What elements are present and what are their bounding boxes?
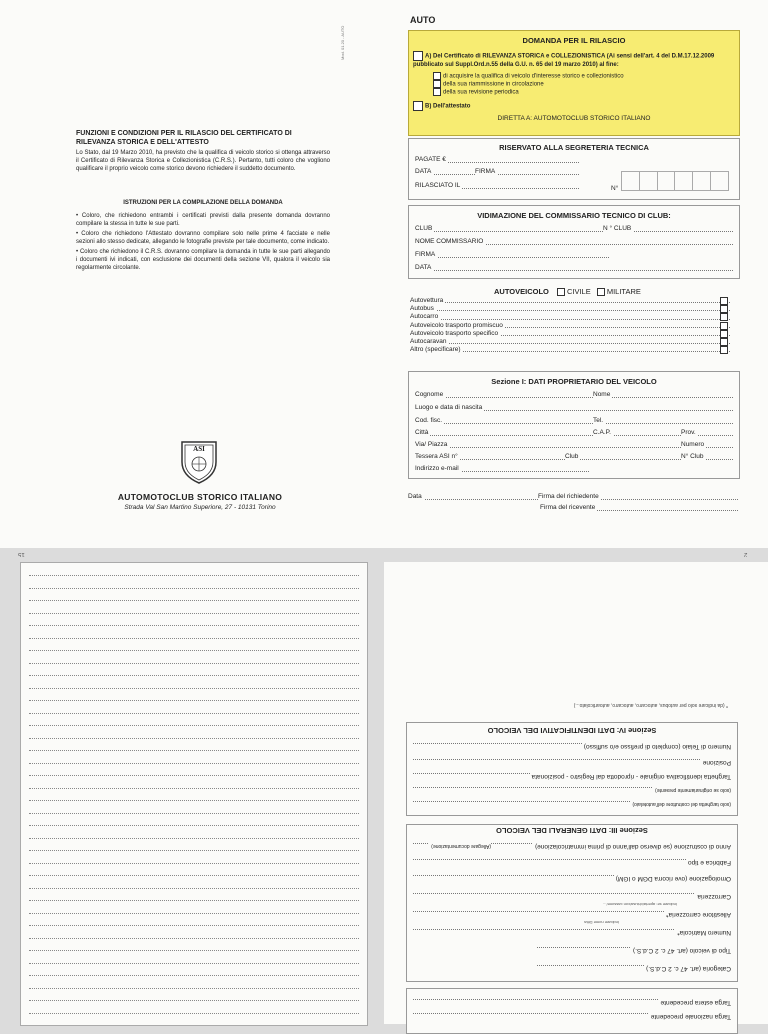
note-line[interactable] (29, 588, 359, 589)
body-row[interactable]: Carrozzeria (413, 891, 731, 901)
vehicle-type-4-checkbox[interactable] (720, 322, 728, 330)
vehicle-type-list (410, 297, 736, 354)
note-line[interactable] (29, 788, 359, 789)
vehicle-type-5[interactable]: Autoveicolo trasporto specifico (410, 330, 730, 338)
note-line[interactable] (29, 675, 359, 676)
homologation-row[interactable]: Omologazione (ove ricorra DGM o IGM) (413, 873, 731, 883)
vehicle-type-row[interactable]: Tipo di veicolo (art. 47 c. 2 C.d.S.) (537, 945, 731, 955)
page-number-left: 15 (18, 551, 25, 557)
tax-code-row[interactable]: Cod. fisc. Tel. (415, 416, 733, 426)
note-line[interactable] (29, 650, 359, 651)
ditta-note: Indicare nome Ditta (584, 920, 619, 925)
sub-option-2-checkbox[interactable] (433, 80, 441, 88)
city-row[interactable]: Città C.A.P. Prov. (415, 428, 733, 438)
notes-page (20, 562, 368, 1026)
note-line[interactable] (29, 625, 359, 626)
note-line[interactable] (29, 825, 359, 826)
number-label: N° (611, 185, 619, 192)
page-number-right: 2 (744, 551, 748, 557)
note-line[interactable] (29, 700, 359, 701)
secretariat-box (408, 138, 740, 200)
sub-option-3[interactable]: della sua revisione periodica (433, 88, 723, 96)
section2-box (406, 988, 738, 1034)
street-row[interactable]: Via/ Piazza Numero (415, 440, 733, 450)
section3-title: Sezione III: DATI GENERALI DEL VEICOLO (496, 826, 648, 835)
option-b-label: B) Dell'attestato (425, 103, 471, 110)
note-line[interactable] (29, 638, 359, 639)
note-line[interactable] (29, 663, 359, 664)
footnote: * (da indicare solo per autobus, autocarro, autocarro, autoarticolato...) (573, 702, 728, 708)
option-b-row (413, 101, 470, 111)
section4-box (406, 722, 738, 816)
id-plate-row[interactable]: Targhetta identificativa originale - riprodotta dal Registro - posizionata (413, 771, 731, 781)
note-line[interactable] (29, 775, 359, 776)
application-box (408, 30, 740, 136)
note-line[interactable] (29, 1013, 359, 1014)
bullet-2: • Coloro che richiedono l'Attestato dovranno compilare solo nelle prime 4 facciate e nelle sezioni allo stesso dedicate, allegando le fotografie previste per tale documento, come indicato. (76, 231, 330, 245)
option-a-checkbox[interactable] (413, 51, 423, 61)
birth-row[interactable]: Luogo e data di nascita (415, 403, 733, 413)
note-line[interactable] (29, 913, 359, 914)
note-line[interactable] (29, 613, 359, 614)
upside-down-page (384, 562, 768, 1024)
note-line[interactable] (29, 963, 359, 964)
payment-row[interactable]: PAGATE € (415, 155, 579, 165)
signature-date-row[interactable]: Data Firma del richiedente (408, 492, 738, 502)
note-line[interactable] (29, 838, 359, 839)
serial-number-row[interactable]: Numero Matricola* (413, 927, 731, 937)
note-line[interactable] (29, 975, 359, 976)
org-address: Strada Val San Martino Superiore, 27 - 10131 Torino (124, 504, 276, 511)
note-line[interactable] (29, 575, 359, 576)
manufacturer-plate-row[interactable]: (solo targhetta del costruttore dell'autotelaio) (413, 799, 731, 809)
make-type-row[interactable]: Fabbrica e tipo (413, 857, 731, 867)
previous-foreign-plate-row[interactable]: Targa estera precedente (413, 997, 731, 1007)
coachbuilder-row[interactable]: Allestitore carrozzeria* (413, 909, 731, 919)
note-line[interactable] (29, 863, 359, 864)
vehicle-type-2[interactable]: Autobus (410, 305, 730, 313)
note-line[interactable] (29, 850, 359, 851)
note-line[interactable] (29, 813, 359, 814)
vehicle-type-1[interactable]: Autovettura (410, 297, 730, 305)
position-row[interactable]: Posizione (413, 757, 731, 767)
left-heading: FUNZIONI E CONDIZIONI PER IL RILASCIO DEL CERTIFICATO DI RILEVANZA STORICA E DELL'ATTESTO (76, 130, 292, 146)
cassone-note: Indicare se: aperta/chiusa/con cassone/... (603, 902, 677, 907)
note-line[interactable] (29, 750, 359, 751)
right-page (384, 0, 768, 548)
membership-row[interactable]: Tessera ASI n° Club N° Club (415, 452, 733, 462)
commissioner-title: VIDIMAZIONE DEL COMMISSARIO TECNICO DI CLUB: (477, 211, 671, 220)
issued-row[interactable]: RILASCIATO IL (415, 181, 579, 191)
sub-option-3-checkbox[interactable] (433, 88, 441, 96)
receiver-signature-row[interactable]: Firma del ricevente (540, 503, 738, 513)
vehicle-type-6-checkbox[interactable] (720, 338, 728, 346)
bullet-3: • Coloro che richiedono il C.R.S. dovranno compilare la domanda in tutte le sue parti allegando i documenti ivi indicati, con esclusione dei documenti della sezione VII, qualora il veicolo sia regolarmente circolante. (76, 249, 330, 271)
left-intro: Lo Stato, dal 19 Marzo 2010, ha previsto che la qualifica di veicolo storico si ottenga attraverso il Certificato di Rilevanza Storica e Collezionistica (C.R.S.). Pertanto, tutti coloro che vogliono qualificare il proprio veicolo come storico devono richiedere il suddetto documento. (76, 150, 330, 172)
section1-title: Sezione I: DATI PROPRIETARIO DEL VEICOLO (491, 377, 657, 386)
vehicle-type-2-checkbox[interactable] (720, 305, 728, 313)
club-row[interactable]: CLUB N ° CLUB (415, 224, 733, 234)
commissioner-date-row[interactable]: DATA (415, 263, 733, 273)
previous-national-plate-row[interactable]: Targa nazionale precedente (413, 1011, 731, 1021)
date-row[interactable]: DATA FIRMA (415, 167, 579, 177)
sub-option-1-checkbox[interactable] (433, 72, 441, 80)
chassis-number-row[interactable]: Numero di Telaio (completo di prefisso e/o suffisso) (413, 741, 731, 751)
note-line[interactable] (29, 925, 359, 926)
owner-name-row[interactable]: Cognome Nome (415, 390, 733, 400)
category-row[interactable]: Categoria (art. 47 c. 2 C.d.S.) (537, 963, 731, 973)
commissioner-name-row[interactable]: NOME COMMISSARIO (415, 237, 733, 247)
original-note-row[interactable]: (solo se originariamente presente) (413, 785, 731, 795)
note-line[interactable] (29, 800, 359, 801)
vehicle-type-1-checkbox[interactable] (720, 297, 728, 305)
note-line[interactable] (29, 713, 359, 714)
vehicle-type-3-checkbox[interactable] (720, 313, 728, 321)
vehicle-type-7-checkbox[interactable] (720, 346, 728, 354)
note-line[interactable] (29, 738, 359, 739)
bullet-1: • Coloro, che richiedono entrambi i certificati previsti dalla presente domanda dovranno compilare la stessa in tutte le sue parti. (76, 213, 330, 227)
vehicle-type-7[interactable]: Altro (specificare) (410, 346, 730, 354)
logo-text: ASI (193, 445, 205, 453)
vehicle-type-6[interactable]: Autocaravan (410, 338, 730, 346)
note-line[interactable] (29, 950, 359, 951)
section4-title: Sezione IV: DATI IDENTIFICATIVI DEL VEICOLO (487, 726, 657, 735)
asi-logo (180, 440, 218, 484)
sub-option-1[interactable]: di acquisire la qualifica di veicolo d'interesse storico e collezionistico (433, 72, 723, 80)
side-code: Mod. 01.20 - AUTO (340, 25, 345, 60)
section1-box (408, 371, 740, 479)
org-name: AUTOMOTOCLUB STORICO ITALIANO (117, 492, 283, 502)
email-row[interactable]: Indirizzo e-mail (415, 464, 589, 474)
militare-checkbox[interactable] (597, 288, 605, 296)
note-line[interactable] (29, 888, 359, 889)
instruction-bullets (76, 212, 330, 272)
note-line[interactable] (29, 988, 359, 989)
note-line[interactable] (29, 600, 359, 601)
secretariat-title: RISERVATO ALLA SEGRETERIA TECNICA (499, 143, 649, 152)
section3-box (406, 824, 738, 982)
vehicle-title: AUTOVEICOLO (494, 287, 549, 296)
left-page (0, 0, 384, 548)
note-line[interactable] (29, 1000, 359, 1001)
note-line[interactable] (29, 875, 359, 876)
note-line[interactable] (29, 900, 359, 901)
note-line[interactable] (29, 688, 359, 689)
vehicle-type-3[interactable]: Autocarro (410, 313, 730, 321)
addressed-to: DIRETTA A: AUTOMOTOCLUB STORICO ITALIANO (497, 115, 651, 122)
commissioner-box (408, 205, 740, 279)
option-a-row (413, 51, 729, 69)
note-line[interactable] (29, 938, 359, 939)
vehicle-type-5-checkbox[interactable] (720, 330, 728, 338)
sub-options (433, 72, 723, 96)
option-a-label: A) Del Certificato di RILEVANZA STORICA e COLLEZIONISTICA (Ai sensi dell'art. 4 del D.M.17.12.2009 pubblicato sul Suppl.Ord.n.55 della G.U. n. 65 del 19 marzo 2010) al fine: (413, 53, 715, 68)
note-line[interactable] (29, 725, 359, 726)
note-line[interactable] (29, 763, 359, 764)
sub-option-2[interactable]: della sua riammissione in circolazione (433, 80, 723, 88)
instructions-title: ISTRUZIONI PER LA COMPILAZIONE DELLA DOMANDA (123, 200, 283, 206)
option-b-checkbox[interactable] (413, 101, 423, 111)
vehicle-type-4[interactable]: Autoveicolo trasporto promiscuo (410, 322, 730, 330)
civile-checkbox[interactable] (557, 288, 565, 296)
vehicle-title-row: AUTOVEICOLO CIVILE MILITARE (494, 287, 641, 296)
auto-label: AUTO (410, 15, 436, 25)
year-row[interactable]: Anno di costruzione (se diverso dall'anno di prima immatricolazione) (Allegare documentazione) (413, 841, 731, 851)
number-boxes[interactable] (621, 171, 729, 191)
commissioner-signature-row[interactable]: FIRMA (415, 250, 609, 260)
application-title: DOMANDA PER IL RILASCIO (522, 36, 626, 45)
